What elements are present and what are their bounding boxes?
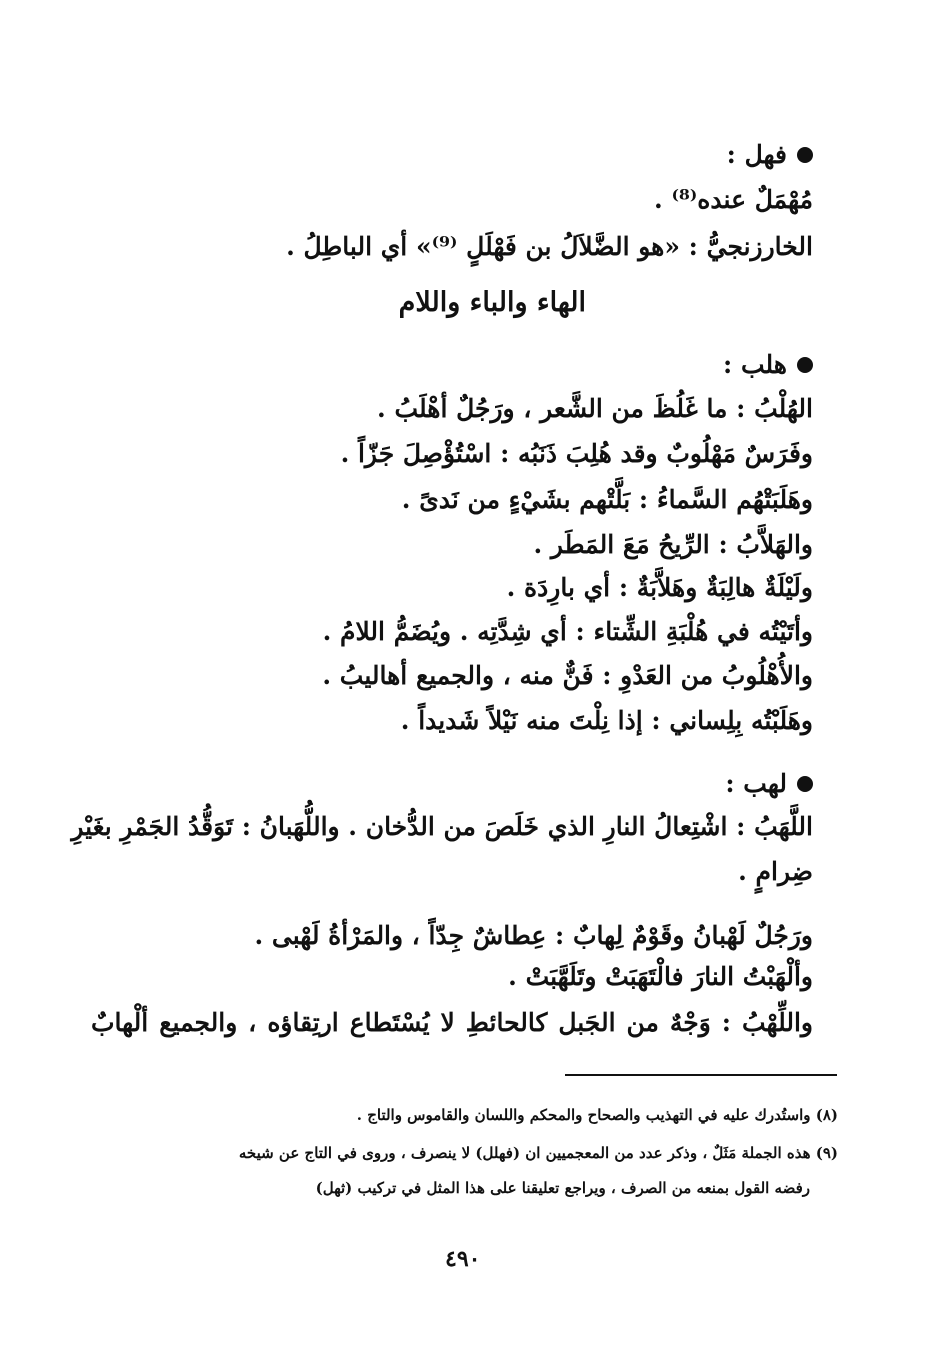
- entry-line: وهَلَبَتْهُم السَّماءُ : بَلَّتْهم بشَيْءٍ من نَدىً .: [401, 485, 813, 514]
- entry-line: الخارزنجيُّ : «هو الضَّلاَلُ بن فَهْلَلٍ ⁽⁹⁾» أي الباطِلُ .: [286, 232, 813, 261]
- entry-line: ولَيْلَةٌ هالِبَةٌ وهَلاَّبَةٌ : أي بارِدَة .: [506, 573, 813, 602]
- entry-headword: فهل :: [726, 140, 787, 169]
- entry-line: مُهْمَلٌ عنده⁽⁸⁾ .: [654, 185, 813, 214]
- entry-line: وأتَيْتُه في هُلْبَةِ الشِّتاء : أي شِدَّتِه . ويُضَمُّ اللامُ .: [322, 617, 813, 646]
- entry-line: وهَلَبْتُه بِلِساني : إذا نِلْتَ منه نَيْلاً شَديداً .: [400, 706, 813, 735]
- bullet-icon: [797, 147, 813, 163]
- entry-line: وفَرَسٌ مَهْلُوبٌ وقد هُلِبَ ذَنَبُه : اسْتُؤْصِلَ جَزّاً .: [340, 439, 813, 468]
- bullet-icon: [797, 776, 813, 792]
- entry-line: ورَجُلٌ لَهْبانُ وقَوْمٌ لِهابٌ : عِطاشٌ جِدّاً ، والمَرْأةُ لَهْبى .: [254, 921, 813, 950]
- entry-line-justified: واللِّهْبُ : وَجْهٌ من الجَبل كالحائطِ لا يُسْتَطاع ارتِقاؤه ، والجميع ألْهابٌ: [91, 1008, 813, 1037]
- page-number: ٤٩٠: [445, 1246, 481, 1272]
- entry-line-justified: اللَّهَبُ : اشْتِعالُ النارِ الذي خَلَصَ من الدُّخان . واللُّهَبانُ : تَوَقُّدُ الجَمْرِ بغَيْرِ: [71, 812, 813, 841]
- footnote-9-continuation: رفضه القول بمنعه من الصرف ، ويراجع تعليقنا على هذا المثل في تركيب (ثهل): [315, 1179, 810, 1197]
- entry-line: الهُلْبُ : ما غَلُظَ من الشَّعر ، ورَجُلٌ أهْلَبُ .: [377, 394, 813, 423]
- entry-line: وألْهَبْتُ النارَ فالْتَهَبَتْ وتَلَهَّبَتْ .: [508, 962, 813, 991]
- bullet-icon: [797, 357, 813, 373]
- entry-fahal-heading: [727, 135, 813, 175]
- entry-line: والأُهْلُوبُ من العَدْوِ : فَنٌّ منه ، والجميع أهاليبُ .: [322, 661, 813, 690]
- footnote-8: (٨) واستُدرك عليه في التهذيب والصحاح والمحكم واللسان والقاموس والتاج .: [356, 1106, 838, 1124]
- entry-lahab-heading: [725, 764, 813, 804]
- footnote-9: (٩) هذه الجملة مَثَلٌ ، وذكر عدد من المعجميين ان (فهلل) لا ينصرف ، وروى في التاج عن شيخه: [238, 1144, 838, 1162]
- footnote-divider: [565, 1074, 837, 1076]
- entry-halab-heading: [723, 345, 813, 385]
- entry-headword: هلب :: [723, 350, 787, 379]
- entry-line-continuation: ضِرامٍ .: [738, 857, 813, 886]
- entry-headword: لهب :: [725, 769, 787, 798]
- entry-line: والهَلاَّبُ : الرِّيحُ مَعَ المَطَر .: [533, 530, 813, 559]
- section-title: الهاء والباء واللام: [398, 287, 586, 318]
